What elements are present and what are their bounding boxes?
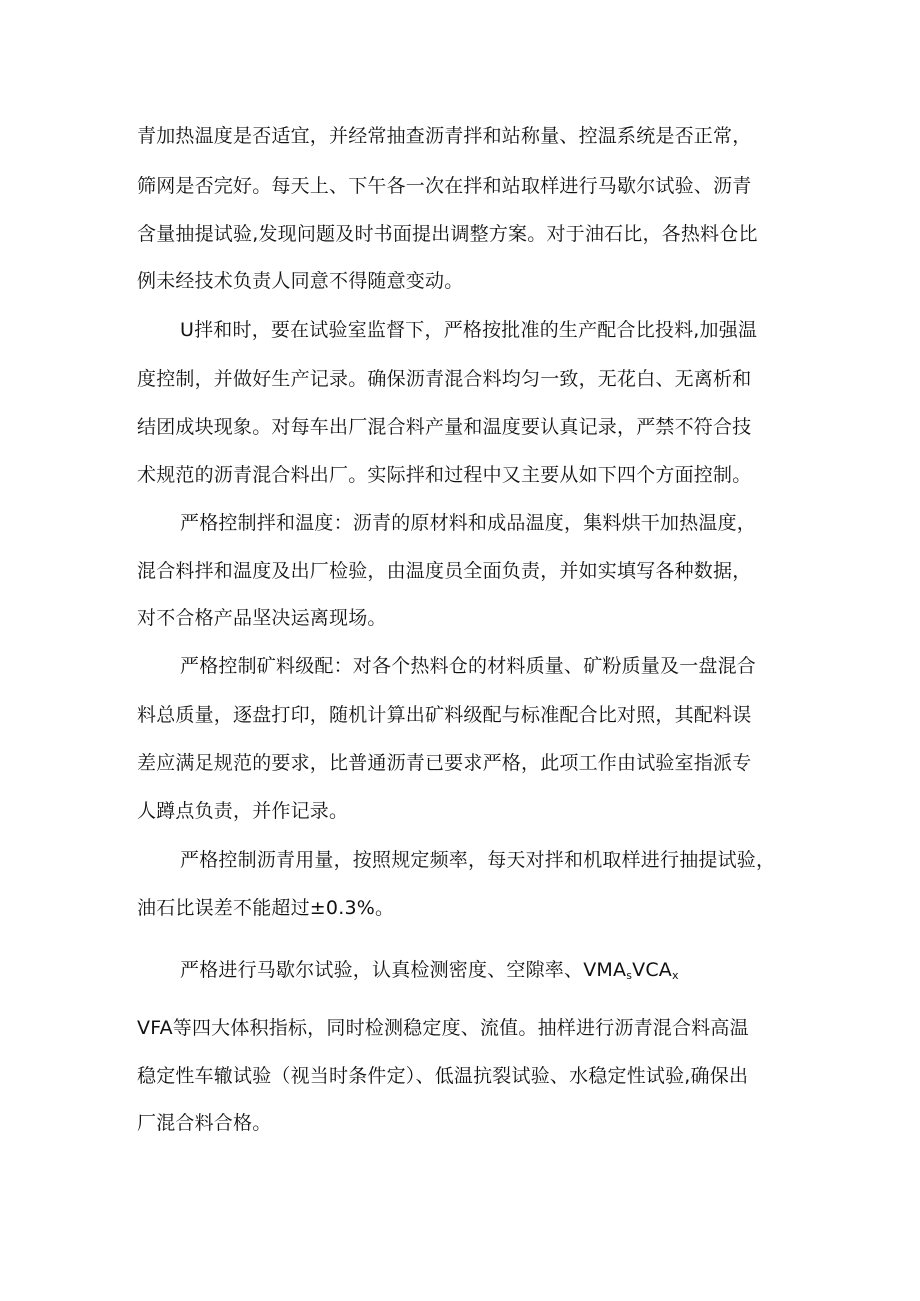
paragraph-2-line-3: 结团成块现象。对每车出厂混合料产量和温度要认真记录，严禁不符合技 [137, 416, 752, 438]
paragraph-5-line-1: 严格控制沥青用量，按照规定频率，每天对拌和机取样进行抽提试验， [180, 849, 776, 871]
paragraph-3-line-3: 对不合格产品坚决运离现场。 [137, 607, 387, 629]
paragraph-3-line-2: 混合料拌和温度及出厂检验，由温度员全面负责，并如实填写各种数据， [137, 560, 752, 582]
paragraph-6-line-1 [180, 958, 679, 988]
paragraph-6-line-2: VFA等四大体积指标，同时检测稳定度、流值。抽样进行沥青混合料高温 [137, 1017, 749, 1039]
paragraph-6-line-4: 厂混合料合格。 [137, 1112, 272, 1134]
paragraph-4-line-1: 严格控制矿料级配：对各个热料仓的材料质量、矿粉质量及一盘混合 [180, 655, 757, 677]
paragraph-1-line-2: 筛网是否完好。每天上、下午各一次在拌和站取样进行马歇尔试验、沥青 [137, 175, 752, 197]
paragraph-4-line-4: 人蹲点负责，并作记录。 [137, 800, 349, 822]
paragraph-5-line-2: 油石比误差不能超过±0.3%。 [137, 897, 395, 919]
paragraph-4-line-3: 差应满足规范的要求，比普通沥青已要求严格，此项工作由试验室指派专 [137, 752, 752, 774]
paragraph-1-line-1: 青加热温度是否适宜，并经常抽查沥青拌和站称量、控温系统是否正常， [137, 125, 752, 147]
paragraph-2-line-2: 度控制，并做好生产记录。确保沥青混合料均匀一致，无花白、无离析和 [137, 368, 752, 390]
paragraph-3-line-1: 严格控制拌和温度：沥青的原材料和成品温度，集料烘干加热温度， [180, 512, 757, 534]
paragraph-6-line-3: 稳定性车辙试验（视当时条件定）、低温抗裂试验、水稳定性试验,确保出 [137, 1065, 749, 1087]
vca-text: VCA [632, 959, 673, 981]
paragraph-1-line-4: 例未经技术负责人同意不得随意变动。 [137, 270, 464, 292]
paragraph-6-line-1-text: 严格进行马歇尔试验，认真检测密度、空隙率、VMA [180, 959, 627, 981]
paragraph-2-line-1: U拌和时，要在试验室监督下，严格按批准的生产配合比投料,加强温 [180, 319, 758, 341]
subscript-x: x [672, 969, 679, 982]
paragraph-4-line-2: 料总质量，逐盘打印，随机计算出矿料级配与标准配合比对照，其配料误 [137, 704, 752, 726]
paragraph-1-line-3: 含量抽提试验,发现问题及时书面提出调整方案。对于油石比，各热料仓比 [137, 223, 758, 245]
paragraph-2-line-4: 术规范的沥青混合料出厂。实际拌和过程中又主要从如下四个方面控制。 [137, 464, 752, 486]
subscript-s: s [626, 969, 633, 982]
